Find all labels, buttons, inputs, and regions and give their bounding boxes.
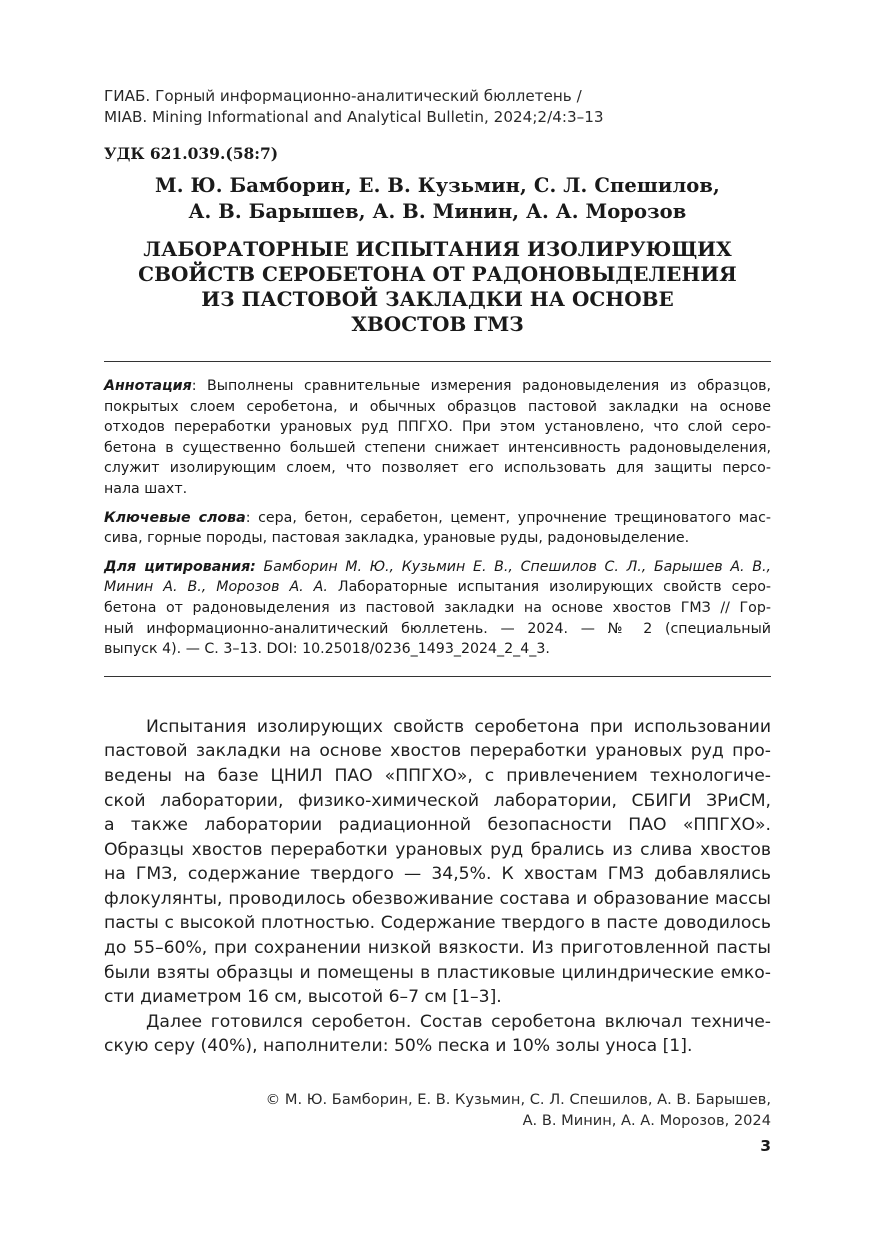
journal-line: MIAB. Mining Informational and Analytical Bulletin, 2024;2/4:3–13: [104, 108, 604, 126]
article-title: [104, 237, 771, 337]
journal-line: ГИАБ. Горный информационно-аналитический бюллетень /: [104, 87, 582, 105]
copyright-notice: © М. Ю. Бамборин, Е. В. Кузьмин, С. Л. Спешилов, А. В. Барышев, А. В. Минин, А. А. Морозов, 2024: [265, 1091, 771, 1130]
title-line: ЛАБОРАТОРНЫЕ ИСПЫТАНИЯ ИЗОЛИРУЮЩИХ: [143, 237, 732, 261]
keywords: Ключевые слова: сера, бетон, серабетон, цемент, упрочнение трещиноватого мас- сива, горные породы, пастовая закладка, урановые руды, радоновыделение.: [104, 509, 771, 547]
title-line: СВОЙСТВ СЕРОБЕТОНА ОТ РАДОНОВЫДЕЛЕНИЯ: [138, 262, 737, 286]
page-number: 3: [760, 1137, 771, 1156]
abstract-block: [104, 362, 771, 676]
citation: Для цитирования: Бамборин М. Ю., Кузьмин Е. В., Спешилов С. Л., Барышев А. В., Минин А. В., Морозов А. А. Лабораторные испытания изолирующих свойств серо- бетона от радоновыделения из пастовой закладки на основе хвостов ГМЗ // Гор- ный информационно-аналитический бюллетень. — 2024. — № 2 (специальный выпуск 4). — С. 3–13. DOI: 10.25018/0236_1493_2024_2_4_3.: [104, 558, 771, 658]
author-list: [104, 173, 771, 225]
article-page: [104, 86, 771, 1155]
keywords-label: Ключевые слова: [104, 509, 246, 526]
article-body: [104, 715, 771, 1059]
annotation-label: Аннотация: [104, 378, 192, 394]
journal-header: [104, 86, 771, 128]
authors-line: А. В. Барышев, А. В. Минин, А. А. Морозов: [188, 200, 687, 223]
body-paragraph-1: Испытания изолирующих свойств серобетона при использовании пастовой закладки на основе хвостов переработки урановых руд про- ведены на базе ЦНИЛ ПАО «ППГХО», с привлечением технологиче- ской лаборатории, физико-химической лаборатории, СБИГИ ЗРиСМ, а также лаборатории радиационной безопасности ПАО «ППГХО». Образцы хвостов переработки урановых руд брались из слива хвостов на ГМЗ, содержание твердого — 34,5%. К хвостам ГМЗ добавлялись флокулянты, проводилось обезвоживание состава и образование массы пасты с высокой плотностью. Содержание твердого в пасте доводилось до 55–60%, при сохранении низкой вязкости. Из приготовленной пасты были взяты образцы и помещены в пластиковые цилиндрические емко- сти диаметром 16 см, высотой 6–7 см [1–3].: [104, 716, 771, 1008]
body-paragraph-2: Далее готовился серобетон. Состав серобетона включал техниче- скую серу (40%), наполнители: 50% песка и 10% золы уноса [1].: [104, 1011, 771, 1057]
annotation: Аннотация: Выполнены сравнительные измерения радоновыделения из образцов, покрытых слоем серобетона, и обычных образцов пастовой закладки на основе отходов переработки урановых руд ППГХО. При этом установлено, что слой серо- бетона в существенно большей степени снижает интенсивность радоновыделения, служит изолирующим слоем, что позволяет его использовать для защиты персо- нала шахт.: [104, 378, 771, 497]
udc-code: УДК 621.039.(58:7): [104, 144, 279, 163]
title-line: ИЗ ПАСТОВОЙ ЗАКЛАДКИ НА ОСНОВЕ: [201, 287, 674, 311]
bottom-divider: [104, 676, 771, 677]
authors-line: М. Ю. Бамборин, Е. В. Кузьмин, С. Л. Спешилов,: [155, 174, 720, 197]
title-line: ХВОСТОВ ГМЗ: [351, 312, 524, 336]
citation-label: Для цитирования:: [104, 558, 256, 575]
